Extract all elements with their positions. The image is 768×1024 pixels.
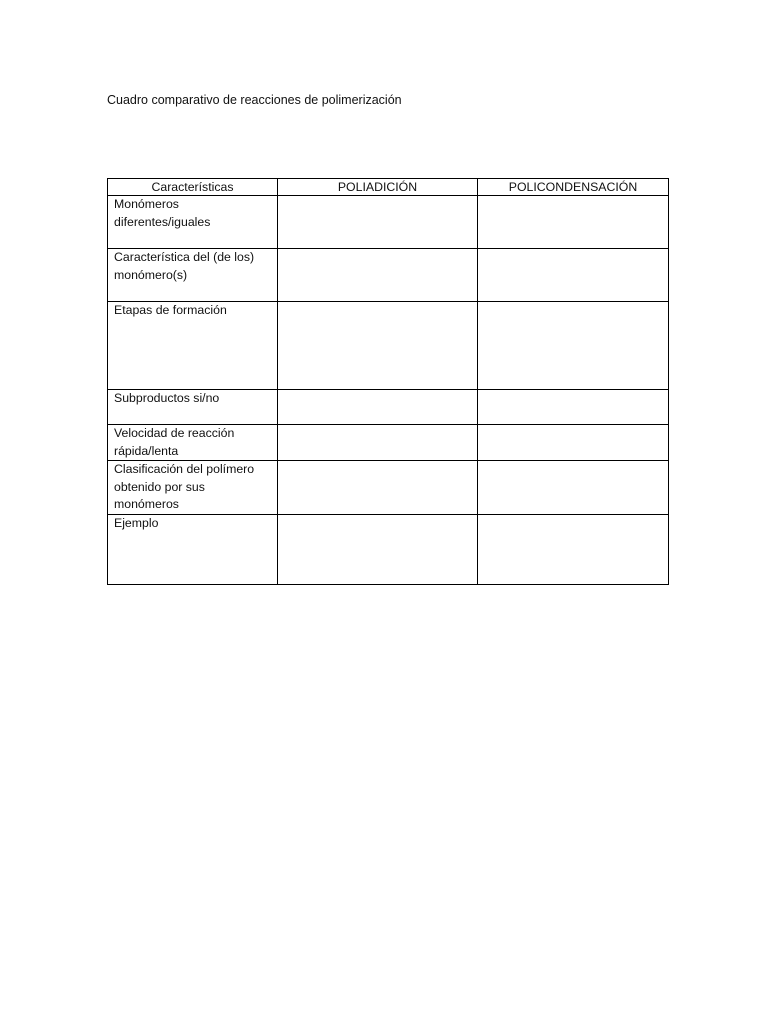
poliadicion-cell[interactable]	[278, 196, 478, 249]
header-poliadicion: POLIADICIÓN	[278, 179, 478, 196]
row-label	[108, 196, 278, 249]
row-label	[108, 514, 278, 584]
header-caracteristicas: Características	[108, 179, 278, 196]
row-label-line: monómero(s)	[114, 267, 188, 282]
row-label-line: diferentes/iguales	[114, 214, 211, 229]
table-row	[108, 514, 669, 584]
row-label-line: monómeros	[114, 497, 179, 511]
policondensacion-cell[interactable]	[478, 196, 669, 249]
table-header-row	[108, 179, 669, 196]
policondensacion-cell[interactable]	[478, 461, 669, 515]
row-label-line: rápida/lenta	[114, 443, 179, 458]
row-label-line: Subproductos si/no	[114, 391, 220, 405]
poliadicion-cell[interactable]	[278, 514, 478, 584]
table-row	[108, 196, 669, 249]
table-row	[108, 302, 669, 390]
header-policondensacion: POLICONDENSACIÓN	[478, 179, 669, 196]
poliadicion-cell[interactable]	[278, 302, 478, 390]
document-title: Cuadro comparativo de reacciones de polimerización	[107, 93, 402, 107]
poliadicion-cell[interactable]	[278, 390, 478, 425]
comparison-table	[107, 178, 669, 585]
table-row	[108, 425, 669, 461]
row-label-line: Etapas de formación	[114, 303, 227, 317]
poliadicion-cell[interactable]	[278, 249, 478, 302]
row-label	[108, 425, 278, 461]
table-row	[108, 461, 669, 515]
policondensacion-cell[interactable]	[478, 302, 669, 390]
row-label-line: Característica del (de los)	[114, 250, 255, 264]
policondensacion-cell[interactable]	[478, 249, 669, 302]
row-label-line: Ejemplo	[114, 515, 159, 530]
table-row	[108, 390, 669, 425]
row-label	[108, 390, 278, 425]
row-label-line: Velocidad de reacción	[114, 426, 235, 440]
poliadicion-cell[interactable]	[278, 425, 478, 461]
row-label-line: obtenido por sus	[114, 479, 205, 494]
row-label	[108, 461, 278, 515]
row-label	[108, 302, 278, 390]
policondensacion-cell[interactable]	[478, 390, 669, 425]
row-label-line: Monómeros	[114, 197, 179, 211]
poliadicion-cell[interactable]	[278, 461, 478, 515]
row-label	[108, 249, 278, 302]
row-label-line: Clasificación del polímero	[114, 462, 255, 476]
table-row	[108, 249, 669, 302]
policondensacion-cell[interactable]	[478, 425, 669, 461]
policondensacion-cell[interactable]	[478, 514, 669, 584]
